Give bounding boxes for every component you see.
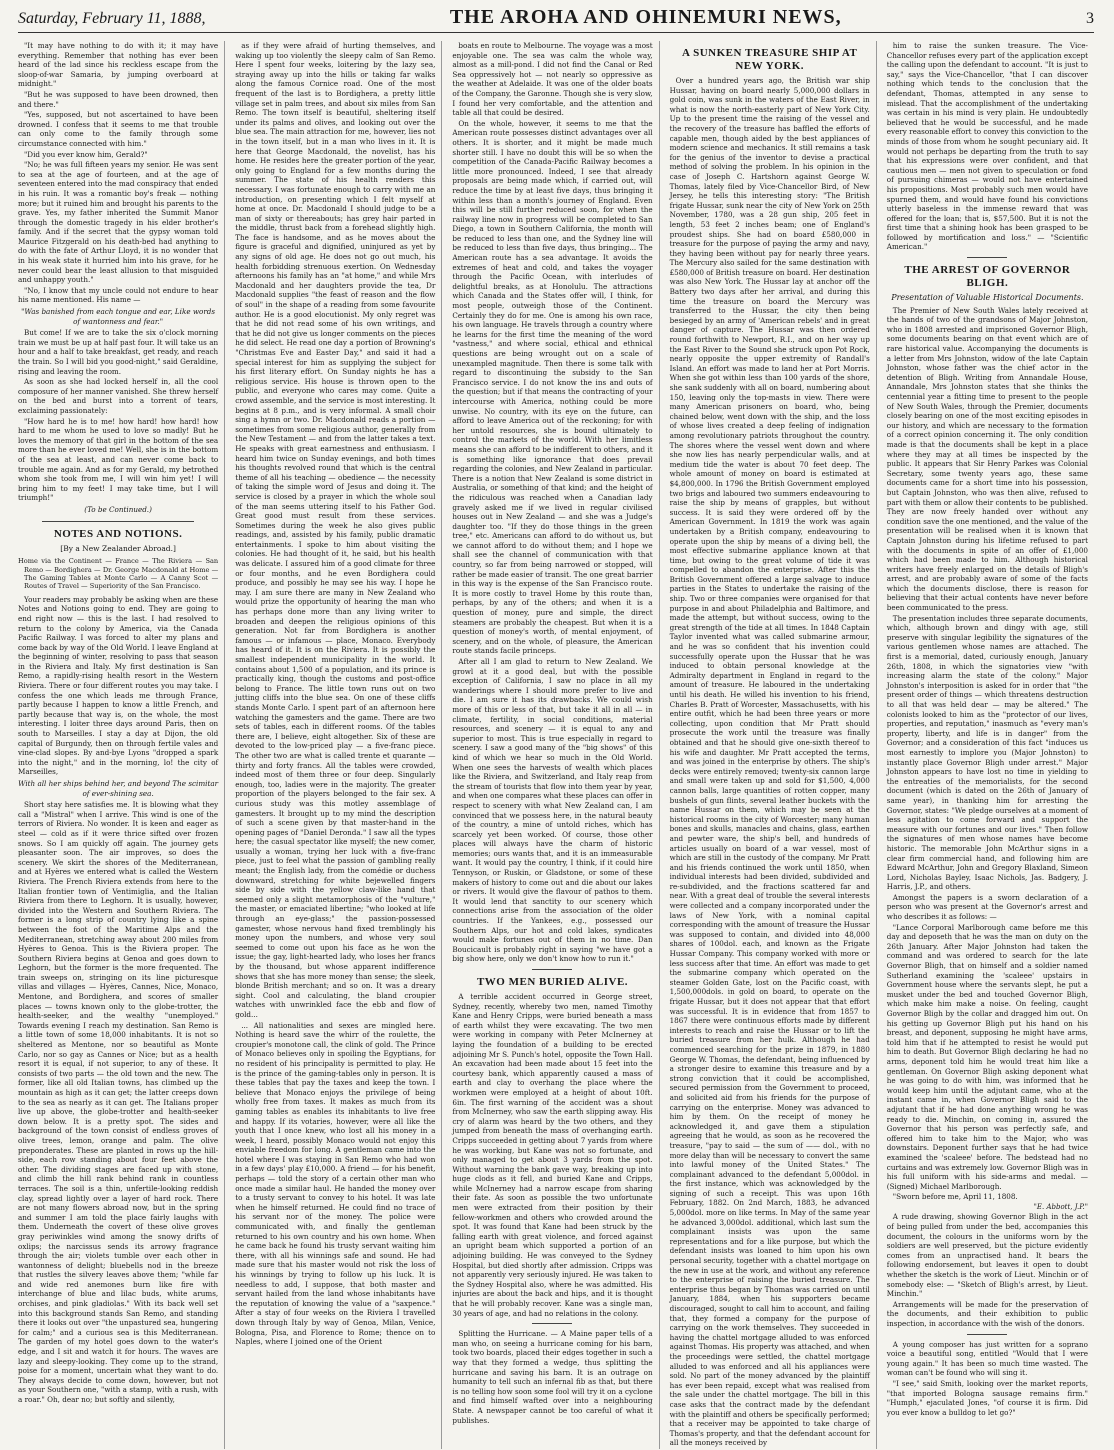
column-4 (670, 41, 877, 1449)
story-paragraph: "But he was supposed to have been drowned, then and there." (18, 89, 219, 109)
columns (18, 41, 1094, 1448)
masthead (18, 6, 1094, 33)
divider (532, 969, 572, 970)
article-paragraph: A rude drawing, showing Governor Bligh in the act of being pulled from under the bed, accompanies this document, the colours in the uniforms worn by the soldiers are well preserved, but the picture evidently comes from an unpractised hand. It bears the following endorsement, but leaves it open to doubt whether the sketch is the work of Lieut. Minchin or of somebody else: — "Sketch of Bligh's arrest, by Lieut. Minchin." (886, 1212, 1088, 1299)
article-paragraph: On the whole, however, it seems to me that the American route possesses distinct advantages over all others. It is shorter, and it might be made much shorter still. I have no doubt this will be so when the competition of the Canada-Pacific Railway becomes a little more pronounced. Indeed, I see that already proposals are being made which, if carried out, will reduce the time by at least five days, thus bringing it within less than a month's journey of England. Even this will be still further reduced soon, for when the railway line now in progress will be completed to San Diego, a town in Southern California, the month will be reduced to less than one, and the Sydney line will be reduced to less than five days, thus bringing... The American route has a sea advantage. It avoids the extremes of heat and cold, and takes the voyager through the Pacific Ocean, with interludes of delightful breaks, as at Honolulu. The attractions which Canada and the States offer will, I think, for most people, outweigh those of the Continent. Certainly they do for me. One is among his own race, his own language. He travels through a country where he learns for the first time the meaning of the word "vastness," and where social, ethical and ethnical questions are being wrought out on a scale of unexampled magnitude. Then there is some talk with regard to discontinuing the subsidy to the San Francisco service. I do not know the ins and outs of the question; but if that means the contracting of your intercourse with America, nothing could be more unwise. No country, with its eye on the future, can afford to leave America out of the reckoning; for with her untold resources, she is bound ultimately to control the markets of the world. With her limitless means she can afford to be indifferent to others, and it is something like ignorance that does prevail regarding the colonies, and New Zealand in particular. There is a notion that New Zealand is some district in Australia, or something of that kind; and the height of the ridiculous was reached when a Canadian lady gravely asked me if we lived in regular civilised houses out in New Zealand — and she was a Judge's daughter too. "If they do those things in the green tree," etc. Americans can afford to do without us, but we cannot afford to do without them; and I hope we shall see the channel of communication with that country, so far from being narrowed or stopped, will rather be made easier of transit. The one great barrier in this way is the expense of the San Francisco route. It is more costly to travel Home by this route than, perhaps, by any of the others; and when it is a question of money, pure and simple, the direct steamers are probably the cheapest. But when it is a question of money's worth, of mental enjoyment, of scenery, and on the whole, of pleasure, the American route stands facile princeps. (452, 118, 653, 656)
masthead-date: Saturday, February 11, 1888, (18, 10, 206, 27)
continued-note: (To be Continued.) (84, 504, 152, 514)
story-paragraph: "No, I know that my uncle could not endure to hear his name mentioned. His name — (18, 285, 219, 305)
story-paragraph: "Yes, supposed, but not ascertained to have been drowned. I confess that it seems to me that trouble can only come to the family through some circumstance connected with him." (18, 110, 219, 148)
article-paragraph: boats en route to Melbourne. The voyage was a most enjoyable one. The sea was calm the whole way, almost as a mill-pond. I did not find the Canal or Red Sea oppressively hot — not nearly so oppressive as the weather at Adelaide. It was one of the older boats of the Company, the Garonne. Though she is very slow, I found her very comfortable, and the attention and table all that could be desired. (452, 41, 653, 118)
divider (42, 521, 194, 522)
article-paragraph: Splitting the Hurricane. — A Maine paper tells of a man who, on seeing a hurricane coming for his barn, took two boards, placed their edges together in such a way that they formed a wedge, thus splitting the hurricane and saving his barn. It is an outrage on humanity to tell such an infernal fib as that, but there is no telling how soon some fool will try it on a cyclone and find himself wafted over into a neighbouring State. A newspaper cannot be too careful of what it publishes. (452, 1329, 653, 1425)
article-paragraph: Over a hundred years ago, the British war ship Hussar, having on board nearly 5,000,000 dollars in gold coin, was sunk in the waters of the East River, in what is now the north-easterly part of New York City. Up to the present time the raising of the vessel and the recovery of the treasure has baffled the efforts of capable men, though aided by the best appliances of modern science and mechanics. It still remains a task for the genius of the inventor to devise a practical method of solving the problem. In his opinion in the case of Joseph C. Hartshorn against George W. Thomas, lately filed by Vice-Chancellor Bird, of New Jersey, he tells this interesting story: "The British frigate Hussar, sunk near the city of New York on 25th November, 1780, was a 28 gun ship, 205 feet in length, 53 feet 2 inches beam; one of England's proudest ships. She had on board £580,000 in treasure for the purpose of paying the army and navy, they having been without pay for nearly three years. The Mercury also sailed for the same destination with £580,000 of British treasure on board. Her destination was also New York. The Hussar lay at anchor off the Battery two days after her arrival, and during this time the treasure on board the Mercury was transferred to the Hussar, the city then being besieged by an army of 'American rebels' and in great danger of capture. The Hussar was then ordered round forthwith to Newport, R.I., and on her way up the East River to the Sound she struck upon Pot Rock, nearly opposite the upper extremity of Randall's Island. An effort was made to land her at Port Morris. When she got within less than 100 yards of the shore, she sank suddenly with all on board, numbering about 150, leaving only the top-masts in view. There were many American prisoners on board, who, being chained below, went down with the ship, and the loss of whose lives created a deep feeling of indignation among revolutionary patriots throughout the country. The shores where the vessel went down and where she now lies has nearly perpendicular walls, and at medium tide the water is about 70 feet deep. The whole amount of money on board is estimated at $4,800,000. In 1796 the British Government employed two brigs and laboured two summers endeavouring to raise the ship by means of grapples, but without success. It is said they were ordered off by the American Government. In 1819 the work was again undertaken by a British company, endeavouring to operate upon the ship by means of a diving bell, the most effective submarine appliance known at that time, but owing to the great volume of tide it was compelled to abandon the enterprise. After this the British Government offered a large salvage to induce parties in the States to undertake the raising of the ship. Two or three companies were organised for that purpose in and about Philadelphia and Baltimore, and made the attempt, but without success, owing to the great strength of the tide at all times. In 1848 Captain Taylor invented what was called submarine armour, and he was so confident that his invention could successfully operate upon the Hussar that he was induced to obtain personal knowledge at the Admiralty department in England in regard to the amount of treasure. He laboured in the undertaking until his death. He willed his invention to his friend, Charles B. Pratt of Worcester, Massachusetts, with his entire outfit, which he had been three years or more collecting, upon condition that Mr Pratt should prosecute the work until the treasure was finally obtained and that he should give one-sixth thereof to his wife and daughter. Mr Pratt accepted the terms, and was joined in the enterprise by others. The ship's decks were entirely removed; twenty-six cannon large and small were taken up and sold for $1,500, 4,000 cannon balls, large quantities of rotten copper, many bushels of gun flints, several leather buckets with the name Hussar on them, which may be seen at the historical rooms in the city of Worcester; many human bones and skulls, manacles and chains, glass, earthen and pewter ware, the ship's bell, and hundreds of articles usually on board of a war vessel, most of which are still in the custody of the company. Mr Pratt and his friends continued the work until 1850, when individual interests had been divided, subdivided and re-subdivided, and the fractions scattered far and near. With a great deal of trouble the several interests were collected and a company incorporated under the laws of New York, with a nominal capital corresponding with the amount of treasure the Hussar was supposed to contain, and divided into 48,000 shares of 100dol. each, and known as the Frigate Hussar Company. This company worked with more or less success after that time. An effort was made to get the submarine company which operated on the steamer Golden Gate, lost on the Pacific coast, with 1,500,000dols. in gold on board, to operate on the frigate Hussar, but it does not appear that that effort was successful. It is in evidence that from 1857 to 1867 there were continuous efforts made by different interests to reach and raise the Hussar or to lift the buried treasure from her hulk. Although he had commenced searching for the prize in 1879, in 1880 George W. Thomas, the defendant, being influenced by a stronger desire to examine this treasure and by a strong conviction that it could be accomplished, secured permission from the Government to proceed, and solicited aid from his friends for the purpose of carrying on the enterprise. Money was advanced to him by them. On the receipt of money he acknowledged it, and gave them a stipulation agreeing that he would, as soon as he recovered the treasure, "pay to said — the sum of —— dol., with no more delay than will be necessary to convert the same into lawful money of the United States." The complainant advanced to the defendant 5,000dol. in the first instance, which was acknowledged by the signing of such a receipt. This was upon 16th February, 1882. On 2nd March, 1883, he advanced 5,000dol. more on like terms. In May of the same year he advanced 3,000dol. additional, which last sum the complainant insists was upon the same representations and for a like purpose, but which the defendant insists was loaned to him upon his own personal security, together with a chattel mortgage on the new in use at the work, and without any reference to the enterprise of raising the buried treasure. The enterprise thus began by Thomas was carried on until January, 1884, when his supporters became discouraged, sought to call him to account, and failing that, they formed a company for the purpose of carrying on the work themselves. They succeeded in having the chattel mortgage alluded to was enforced against Thomas. His property was attached, and when the proceedings were settled, the chattel mortgage alluded to was enforced and all his appliances were sold. No part of the money advanced by the plaintiff has ever been repaid, except what was realised from the sale under the chattel mortgage. The bill in this case asks that the contract made by the defendant with the plaintiff and others be specifically performed; that a receiver may be appointed to take charge of Thomas's property, and that the defendant account for all the moneys received by (669, 76, 870, 1448)
column-5 (887, 41, 1094, 1449)
article-paragraph: After all I am glad to return to New Zealand. We growl at it a good deal, but with the possible exception of California, I saw no place in all my wanderings where I should more prefer to live and die. I am sure it has its drawbacks. We could wish more of this or less of that, but take it all in all — in climate, fertility, in social conditions, material resources, and scenery — it is equal to any and superior to most. This is true especially in regard to scenery. I saw a good many of the "big shows" of this kind of which we hear so much in the Old World. When one sees the harvests of wealth which places like the Riviera, and Switzerland, and Italy reap from the stream of tourists that flow into them year by year, and when one compares what these places can offer in respect to scenery with what New Zealand can, I am convinced that we possess here, in the natural beauty of the country, a mine of untold riches, which has scarcely yet been worked. Of course, those other places will always have the charm of historic memories; ours wants that, and it is an immeasurable want. It would pay the country, I think, if it could hire Tennyson, or Ruskin, or Gladstone, or some of these makers of history to come out and die about our lakes or rivers. It would give the flavour of pathos to them. It would lend that sanctity to our scenery which connections arise from the association of the older countries. If the Yankees, e.g., possessed our Southern Alps, our hot and cold lakes, syndicates would make fortunes out of them in no time. Dan Boucicault is probably right in saying "we have got a big show here, only we don't know how to run it." (452, 657, 653, 964)
article-paragraph: him to raise the sunken treasure. The Vice-Chancellor refuses every part of the application except the calling upon the defendant to account. "It is just to say," says the Vice-Chancellor, "that I can discover nothing which tends to the conclusion that the defendant, Thomas, attempted in any sense to mislead. That the accomplishment of the undertaking was certain in his mind is very plain. He undoubtedly believed that he would be successful, and he made every reasonable effort to convey this conviction to the minds of those from whom he sought pecuniary aid. It would not perhaps be departing from the truth to say that his expressions were over confident, and that cautious men — men not given to speculation or fond of pursuing chimeras — would not have entertained his propositions. Most probably such men would have spurned them, and would have found his convictions utterly baseless in the immense reward that was offered for the loan; that is, $57,500. But it is not the first time that a shining hook has been grasped to be followed by mortification and loss." — "Scientific American." (886, 41, 1088, 252)
story-paragraph: "It may have nothing to do with it; it may have everything. Remember that nothing has ever been heard of the lad since his reckless escape from the sloop-of-war Samaria, by jumping overboard at midnight." (18, 41, 219, 89)
notes-heading: NOTES AND NOTIONS. (53, 527, 183, 540)
article-paragraph: "Lance Corporal Marlborough came before me this day and deposeth that he was the man on duty on the 26th January. After Major Johnston had taken the command and was ordered to search for the late Governor Bligh, that on himself and a soldier named Sutherland examining the 'scaleee' upstairs in Government house where the servants slept, he put a musket under the bed and touched Governor Bligh, which make him make a noise. On feeling, caught Governor Bligh by the collar and dragged him out. On his getting up Governor Bligh put his hand on his breast, and deponent, supposing he might have arms, told him that if he attempted to resist he would put him to death. But Governor Bligh declaring he had no arms, deponent told him he would treat him like a gentleman. On Governor Bligh asking deponent what he was going to do with him, was informed that he would keep him until the adjutant came, who at the instant came in, when Governor Bligh said to the adjutant that if he had done anything wrong he was ready to die. Minchin, on coming in, assured the Governor that his person was perfectly safe, and offered him to take him to the Major, who was downstairs. Deponent further says that he had twice examined the 'scaleee' before. The bedstead had no curtains and was extremely low. Governor Bligh was in his full uniform with his side-arms and medal. — (Signed) Michael Marlborough. (886, 922, 1088, 1191)
page-number: 3 (1085, 10, 1094, 27)
story-paragraph: "Did you ever know him, Gerald?" (24, 149, 148, 159)
column-3 (452, 41, 659, 1449)
article-paragraph: Amongst the papers is a sworn declaration of a person who was present at the Governor's arrest and who describes it as follows: — (886, 892, 1088, 922)
article-paragraph: Short stay here satisfies me. It is blowing what they call a "Mistral" when I arrive. This wind is one of the terrors of Riviera. No wonder. It is keen and eager as steel — cold as if it were thrice sifted over frozen snows. So I am quickly off again. The journey gets pleasanter soon. The air improves, so does the scenery. We skirt the shores of the Mediterranean, and at Hyères we entered what is called the Western Riviera. The French Riviera extends from here to the Italian frontier town of Ventimiglia, and the Italian Riviera from there to Leghorn. It is usually, however, divided into the Western and Southern Riviera. The former is a long strip of country lying like a spine between the foot of the Maritime Alps and the Mediterranean, stretching away about 200 miles from Hyères to Genoa. This is the Riviera proper. The Southern Riviera begins at Genoa and goes down to Leghorn, but the former is the more frequented. The train sweeps on, stringing on its line picturesque villas and villages — Hyères, Cannes, Nice, Monaco, Mentone, and Bordighera, and scores of smaller places — towns known only to the globe-trotter, the health-seeker, and the wealthy "unemployed." Towards evening I reach my destination. San Remo is a little town of some 18,000 inhabitants. It is not so sheltered as Mentone, nor so beautiful as Monte Carlo, nor so gay as Cannes or Nice; but as a health resort it is equal, if not superior, to any of these. It consists of two parts — the old town and the new. The former, like all old Italian towns, has climbed up the mountain as high as it can get; the latter creeps down to the sea as nearly as it can get. The Italians proper live up above, the globe-trotter and health-seeker down below. It is a pretty spot. The sides and background of the town consist of endless groves of olive trees, lemon, orange and palm. The olive preponderates. These are planted in rows up the hill-side, each row standing about four feet above the other. The dividing stages are faced up with stone, and climb the hill rank behind rank in countless terraces. The soil is a thin, unfertile-looking reddish clay, spread lightly over a layer of hard rock. There are not many flowers abroad now, but in the spring and summer I am told the place fairly laughs with them. Underneath the covert of these olive groves gray periwinkles wind among the snowy drifts of oxlips; the narcissus sends its arrowy fragrance through the air; violets tumble over each other in wantonness of delight; bluebells nod in the breeze that rustles the silvery leaves above them; "while far and wide red anemones burn like fire with interchange of blue and lilac buds, white arums, orchises, and pink gladiolas." With its back well set into this background stands San Remo, and standing there it looks out over "the unpastured sea, hungering for calm;" and a curious sea is this Mediterranean. The garden of my hotel goes down to the water's edge, and I sit and watch it for hours. The waves are lazy and sleepy-looking. They come up to the strand, poise for a moment, uncertain what they want to do. They always decide to come down, however, but not as your Southern one, "with a stamp, with a rush, with a roar." Oh, dear no; but softly and silently, (18, 800, 219, 1404)
story-paragraph: "No; he was full fifteen years my senior. He was sent to sea at the age of fourteen, and at the age of seventeen entered into the mad conspiracy that ended in his ruin. It was a romantic boy's freak — nothing more; but it ruined him and brought his parents to the grave. Yes, my father inherited the Summit Manor through the domestic tragedy in his elder brother's family. And if the secret that the gypsy woman told Maurice Fitzgerald on his death-bed had anything to do with the fate of Arthur Lloyd, it is no wonder that in his weak state it hurried him into his grave, for he never could bear the least allusion to that misguided and unhappy youth." (18, 160, 219, 285)
arrest-heading: THE ARREST OF GOVERNOR BLIGH. (904, 264, 1071, 290)
article-paragraph: Your readers may probably be asking when are these Notes and Notions going to end. They are going to end right now — this is the last. I had resolved to return to the colony by America, via the Canada Pacific Railway. I was forced to alter my plans and come back by way of the Old World. I leave England at the beginning of winter, resolving to pass that season in the Riviera and Italy. My first destination is San Remo, a rapidly-rising health resort in the Western Riviera. There or four different routes you may take. I confess the one which leads me through France, partly because I happen to know a little French, and partly because that way is, on the whole, the most interesting. I loiter three days around Paris, then on south to Marseilles. I stay a day at Dijon, the old capital of Burgundy, then on through fertile vales and vine-clad slopes. By and-bye Lyons "dropped a spark into the night," and in the morning, lo! the city of Marseilles, (18, 594, 219, 777)
column-2 (235, 41, 442, 1449)
article-paragraph: The presentation includes three separate documents, which, although brown and dingy with age, still preserve with singular legibility the signatures of the various gentlemen whose names are attached. The first is a memorial, dated, curiously enough, January 26th, 1808, in which the signatories view "with increasing alarm the state of the colony." Major Johnston's interposition is asked for in order that "the present order of things — which threatens destruction to all that was held dear — may be altered." The colonists looked to him as the "protector of our lives, properties, and reputation," inasmuch as "every man's property, liberty, and life is in danger" from the Governor; and a consideration of this fact "induces us most earnestly to implore you (Major Johnston) to instantly place Governor Bligh under arrest." Major Johnston appears to have lost no time in yielding to the entreaties of the memorialists, for the second document (which is dated on the 26th of January of same year), in thanking him for arresting the Governor, states: "We pledge ourselves at a moment of less agitation to come forward and support the measure with our fortunes and our lives." Then follow the signatures of men whose names have become historic. The memorable John McArthur signs in a clear firm commercial hand, and following him are Edward McArthur, John and Gregory Blaxland, Simeon Lord, Nicholas Bayley, Isaac Nichols, Jas. Badgery, J. Harris, J.P., and others. (886, 613, 1088, 892)
notes-summary: Home via the Continent — France — The Riviera — San Remo — Bordighera — Dr. George Macdonald at Home — The Gaming Tables at Monte Carlo — A Canny Scot — Routes of Travel — Superiority of the San Francisco. (18, 557, 219, 591)
story-paragraph: As soon as she had locked herself in, all the cool composure of her manner vanished. She threw herself on the bed and burst into a torrent of tears, exclaiming passionately: (18, 377, 219, 415)
divider (967, 1334, 1007, 1335)
article-paragraph: The Premier of New South Wales lately received at the hands of two of the grandsons of Major Johnston, who in 1808 arrested and imprisoned Governor Bligh, some documents bearing on that event which are of rare historical value. Accompanying the documents is a letter from Mrs Johnston, widow of the late Captain Johnston, whose father was the chief actor in the detention of Bligh. Writing from Annandale House, Annandale, Mrs Johnston states that she thinks the centennial year a fitting time to present to the people of New South Wales, through the Premier, documents closely bearing on one of the most exciting episodes in our history, and which are necessary to the formation of a correct opinion concerning it. The only condition made is that the documents shall be kept in a place where they may at all times be inspected by the public. It appears that Sir Henry Parkes was Colonial Secretary, some twenty years ago, these same documents came for a short time into his possession, but Captain Johnston, who was then alive, refused to part with them or allow their contents to be published. They are now freely handed over without any condition save the one mentioned, and the value of the presentation will be realised when it is known that Captain Johnston during his lifetime refused to part with the documents in spite of an offer of £1,000 which had been made to him. Although historical writers have freely enlarged on the details of Bligh's arrest, and are probably aware of some of the facts which the documents disclose, there is reason for believing that their actual contents have never before been communicated to the press. (886, 305, 1088, 613)
notes-byline: [By a New Zealander Abroad.] (60, 543, 176, 553)
article-paragraph: A terrible accident occurred in George street, Sydney, recently, whereby two men, named Timothy Kane and Henry Cripps, were buried beneath a mass of earth whilst they were excavating. The two men were working in company with Peter McInerney at laying the foundation of a building to be erected adjoining Mr S. Punch's hotel, opposite the Town Hall. An excavation had been made about 15 feet into the courtesy bank, which apparently caused a mass of earth and clay to overhang the place where the workmen were employed at a height of about 10ft. 6in. The first warning of the accident was a shout from McInerney, who saw the earth slipping away. His cry of alarm was heard by the two others, and they jumped from beneath the mass of overhanging earth. Cripps succeeded in getting about 7 yards from where he was working, but Kane was not so fortunate, and only managed to get about 3 yards from the spot. Without warning the bank gave way, breaking up into huge clods as it fell, and buried Kane and Cripps, while McInerney had a narrow escape from sharing their fate. As soon as possible the two unfortunate men were extracted from their position by their fellow-workmen and others who crowded around the spot. It was found that Kane had been struck by the falling earth with great violence, and forced against an upright beam which supported a portion of an adjoining building. He was conveyed to the Sydney Hospital, but died shortly after admission. Cripps was not apparently very seriously injured. He was taken to the Sydney Hospital also, where he was admitted. His injuries are about the back and hips, and it is thought that he will probably recover. Kane was a single man, 30 years of age, and had no relations in the colony. (452, 992, 653, 1318)
divider (532, 1323, 572, 1324)
verse-quote: "Was banished from each tongue and ear, Like words of wantonness and fear." (21, 307, 216, 326)
article-paragraph: A young composer has just written for a soprano voice a beautiful song, entitled "Would that I were young again." It has been so much time wasted. The woman can't be found who will sing it. (886, 1339, 1088, 1378)
masthead-title: THE AROHA AND OHINEMURI NEWS, (449, 6, 842, 28)
article-paragraph: "Sworn before me, April 11, 1808. (892, 1192, 1018, 1202)
article-paragraph: "I see," said Smith, looking over the market reports, "that imported Bologna sausage remains firm." "Humph," ejaculated Jones, "of course it is firm. Did you ever know a bulldog to let go?" (886, 1378, 1088, 1417)
column-1 (18, 41, 225, 1449)
two-men-buried-heading: TWO MEN BURIED ALIVE. (476, 976, 629, 988)
article-paragraph: ... All nationalities and sexes are mingled here. Nothing is heard save the whirr of the roulette, the croupier's monotone call, the clink of gold. The Prince of Monaco believes only in spoiling the Egyptians, for no resident of his principality is permitted to play. He is the prince of the gaming-tables only in person. It is these tables that pay the taxes and keep the town. I believe that Monaco enjoys the privilege of being wholly free from taxes. It makes as much from its gaming tables as enables its inhabitants to live free and happy. If its votaries, however, were all like the youth that I once knew, who lost all his money in a week, I heard, possibly Monaco would not enjoy this enviable freedom for long. A gentleman came into the hotel where I was staying in San Remo who had won in a few days' play £10,000. A friend — for his benefit, perhaps — told the story of a certain other man who once made a similar haul. He handed the money over to a trusty servant to convey to his hotel. It was late when he himself returned. He could find no trace of his servant nor of the money. The police were communicated with, and finally the gentleman returned to his own country and his own home. When he came back he found his trusty servant waiting him there, with all his winnings safe and sound. He had made sure that his master would not risk the loss of his winnings by trying to follow up his luck. It is needless to add, I suppose, that both master and servant hailed from the land whose inhabitants have the reputation of knowing the value of a "saxpence." After a stay of four weeks on the Riviera I travelled down through Italy by way of Genoa, Milan, Venice, Bologna, Pisa, and Florence to Rome; thence on to Naples, where I joined one of the Orient (235, 1020, 436, 1347)
sunken-treasure-heading: A SUNKEN TREASURE SHIP AT NEW YORK. (682, 47, 858, 72)
signature-line: "E. Abbott, J.P." (1033, 1202, 1088, 1211)
story-paragraph: But come! If we are to take the six o'clock morning train we must be up at half past four. It will take us an hour and a half to take breakfast, get ready, and reach the train. So I will bid you good-night," said Geraldine, rising and leaving the room. (18, 328, 219, 376)
divider (967, 257, 1007, 258)
verse-quote: With all her ships behind her, and beyond The scimitar of ever-shining sea. (18, 779, 219, 798)
article-paragraph: Arrangements will be made for the preservation of the documents, and their exhibition to public inspection, in accordance with the wish of the donors. (886, 1299, 1088, 1328)
article-paragraph: as if they were afraid of hurting themselves, and waking up too violently the sleepy calm of San Remo. Here I spent four weeks, loitering by the lazy sea, straying away up into the hills or taking far walks along the famous Cornice road. One of the most frequent of the last is to Bordighera, a pretty little village set in palm trees, and about six miles from San Remo. The town itself is beautiful, sheltering itself under its palms and olives, and looking out over the blue sea. The main attraction for me, however, lies not in the town itself, but in a man who lives in it. It is here that George Macdonald, the novelist, has his home. He resides here the greater portion of the year, only going to England for a few months during the summer. The state of his health renders this necessary. I was fortunate enough to carry with me an introduction, on presenting which I felt myself at home at once. Dr. Macdonald I should judge to be a man of sixty or thereabouts; has grey hair parted in the middle, thrust back from a forehead slightly high. The face is handsome, and as he moves about the figure is graceful and dignified, uninjured as yet by any signs of old age. He does not go out much, his health forbidding strenuous exertion. On Wednesday afternoons his family has an "at home," and while Mrs Macdonald and her daughters provide the tea, Dr Macdonald supplies "the feast of reason and the flow of soul" in the shape of a reading from some favourite author. He is a good elocutionist. My only regret was that he did not read some of his own writings, and that he did not give us longer comments on the pieces he did select. He read one day a portion of Browning's "Christmas Eve and Easter Day," and said it had a special interest for him as supplying the subject for his first literary effort. On Sunday nights he has a religious service. His house is thrown open to the public, and everyone who cares may come. Quite a crowd assemble, and the service is most interesting. It begins at 8 p.m., and is very informal. A small choir sing a hymn or two. Dr. Macdonald reads a portion — sometimes from some religious author, generally from the New Testament — and from the latter takes a text. He speaks with great earnestness and enthusiasm. I heard him twice on Sunday evenings, and both times his thoughts revolved round that which is the central theme of all his teaching — obedience — the necessity of taking the simple word of Jesus and doing it. The service is closed by a prayer in which the whole soul of the man seems uttering itself to his Father God. Great good must result from these services. Sometimes during the week he also gives public readings, and, assisted by his family, public dramatic entertainments. I spoke to him about visiting the colonies. He had thought of it, he said, but his health was delicate. I assured him of a good climate for three or four months, and he even Bordighera could produce, and possibly he may see his way. I hope he may. I am sure there are many in New Zealand who would prize the opportunity of hearing the man who has perhaps done more than any living writer to broaden and deepen the religious opinions of this generation. Not far from Bordighera is another famous — or infamous — place, Monaco. Everybody has heard of it. It is on the Riviera. It is possibly the smallest independent municipality in the world. It contains about 1,500 of a population, and its prince is practically king, though the customs and post-office belong to France. The little town runs out on two jutting cliffs into the blue sea. On one of these cliffs stands Monte Carlo. I spent part of an afternoon here watching the gamesters and the game. There are two sets of tables, each in different rooms. Of the tables there are, I believe, eight altogether. Six of these are devoted to the low-priced play — a five-franc piece. The other two are what is called trente et quarante — thirty and forty francs. All the tables were crowded, indeed most of them three or four deep. Singularly enough, too, ladies were in the majority. The greater proportion of the players belonged to the fair sex. A curious study was this motley assemblage of gamesters. It brought up to my mind the description of such a scene given by that master-hand in the opening pages of "Daniel Deronda." I saw all the types here; the casual spectator like myself; the new comer, usually a woman, trying her luck with a five-franc piece, just to feel what the passion of gambling really meant; the English lady, from the comédie or duchess downward, stretching for white bejewelled fingers side by side with the yellow claw-like hand that seemed only a slight metamorphosis of the "vulture," the master, or emaciated libertine; "who looked at life through an eye-glass;" the passion-possessed gamester, whose nervous hand fixed tremblingly his money upon the numbers, and whose very soul seemed to come out upon his face as he won the issue; the gay, light-hearted lady, who loses her francs by the thousand, but whose apparent indifference shows that she has more money than sense; the sleek, blonde British merchant; and so on. It was a dreary sight. Cool and calculating, the bland croupier watches with unwrinkled face the ebb and flow of gold... (235, 41, 436, 1019)
story-paragraph: "How hard he is to me! how hard! how hard! how hard to me whom he used to love so madly! But he loves the memory of that girl in the bottom of the sea more than he ever loved me! Well, she is in the bottom of the sea at least, and can never come back to trouble me again. And as for my Gerald, my betrothed whom she took from me, I will win him yet! I will bring him to my feet! I may take time, but I will triumph!" (18, 416, 219, 503)
arrest-subhead: Presentation of Valuable Historical Documents. (891, 293, 1084, 303)
